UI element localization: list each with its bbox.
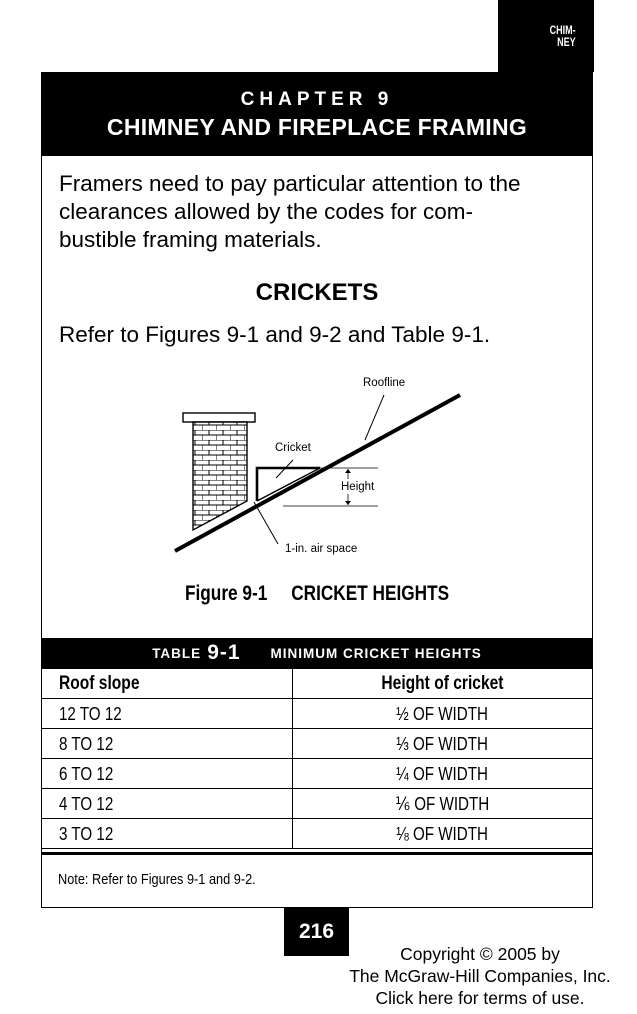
height-label: Height [341, 481, 375, 493]
roofline-label: Roofline [363, 377, 406, 389]
figure-caption-title: CRICKET HEIGHTS [291, 582, 450, 605]
copyright-line-2: The McGraw-Hill Companies, Inc. [349, 966, 611, 986]
cricket-label: Cricket [275, 442, 311, 454]
cricket-shape [257, 468, 320, 501]
chapter-header [41, 72, 593, 156]
section-heading: CRICKETS [255, 279, 379, 306]
air-space-label: 1-in. air space [285, 543, 358, 555]
cricket-height-cell: ¼ OF WIDTH [293, 759, 593, 789]
section-tab-line2: NEY [557, 35, 576, 49]
table-note: Note: Refer to Figures 9-1 and 9-2. [58, 871, 256, 888]
table-number: 9-1 [207, 641, 241, 664]
copyright-line-1: Copyright © 2005 by [400, 944, 560, 964]
column-header-roof-slope: Roof slope [42, 669, 293, 699]
cricket-height-cell: ½ OF WIDTH [293, 699, 593, 729]
refer-text: Refer to Figures 9-1 and 9-2 and Table 9-1. [59, 322, 491, 347]
intro-line-3: bustible framing materials. [59, 227, 322, 252]
table-header-row [42, 669, 593, 699]
roof-slope-cell: 4 TO 12 [42, 789, 293, 819]
chapter-title: CHIMNEY AND FIREPLACE FRAMING [106, 114, 528, 140]
copyright-notice [320, 943, 637, 1009]
table-row [42, 819, 593, 849]
air-space-leader [254, 502, 278, 544]
intro-line-1: Framers need to pay particular attention to the [59, 171, 521, 196]
table-title: MINIMUM CRICKET HEIGHTS [270, 645, 482, 661]
section-tab [498, 0, 594, 72]
section-tab-line1: CHIM- [549, 23, 576, 37]
page-number: 216 [284, 908, 349, 956]
terms-of-use-link[interactable]: Click here for terms of use. [375, 988, 585, 1008]
roof-slope-cell: 3 TO 12 [42, 819, 293, 849]
figure-caption [41, 582, 593, 606]
table-header [41, 638, 593, 668]
table-row [42, 759, 593, 789]
chapter-number: CHAPTER 9 [240, 89, 394, 110]
table-label: TABLE [152, 645, 202, 661]
roof-slope-cell: 6 TO 12 [42, 759, 293, 789]
intro-paragraph [59, 170, 579, 254]
figure-caption-number: Figure 9-1 [184, 582, 268, 605]
roofline-leader [365, 395, 384, 440]
roof-slope-cell: 8 TO 12 [42, 729, 293, 759]
column-header-height: Height of cricket [293, 669, 593, 699]
table-row [42, 789, 593, 819]
roof-slope-cell: 12 TO 12 [42, 699, 293, 729]
table-row [42, 699, 593, 729]
cricket-heights-table [41, 668, 593, 849]
table-bottom-rule [41, 852, 593, 855]
cricket-height-cell: ⅙ OF WIDTH [293, 789, 593, 819]
intro-line-2: clearances allowed by the codes for com- [59, 199, 473, 224]
cricket-figure [160, 370, 480, 565]
cricket-height-cell: ⅓ OF WIDTH [293, 729, 593, 759]
table-row [42, 729, 593, 759]
cricket-height-cell: ⅛ OF WIDTH [293, 819, 593, 849]
